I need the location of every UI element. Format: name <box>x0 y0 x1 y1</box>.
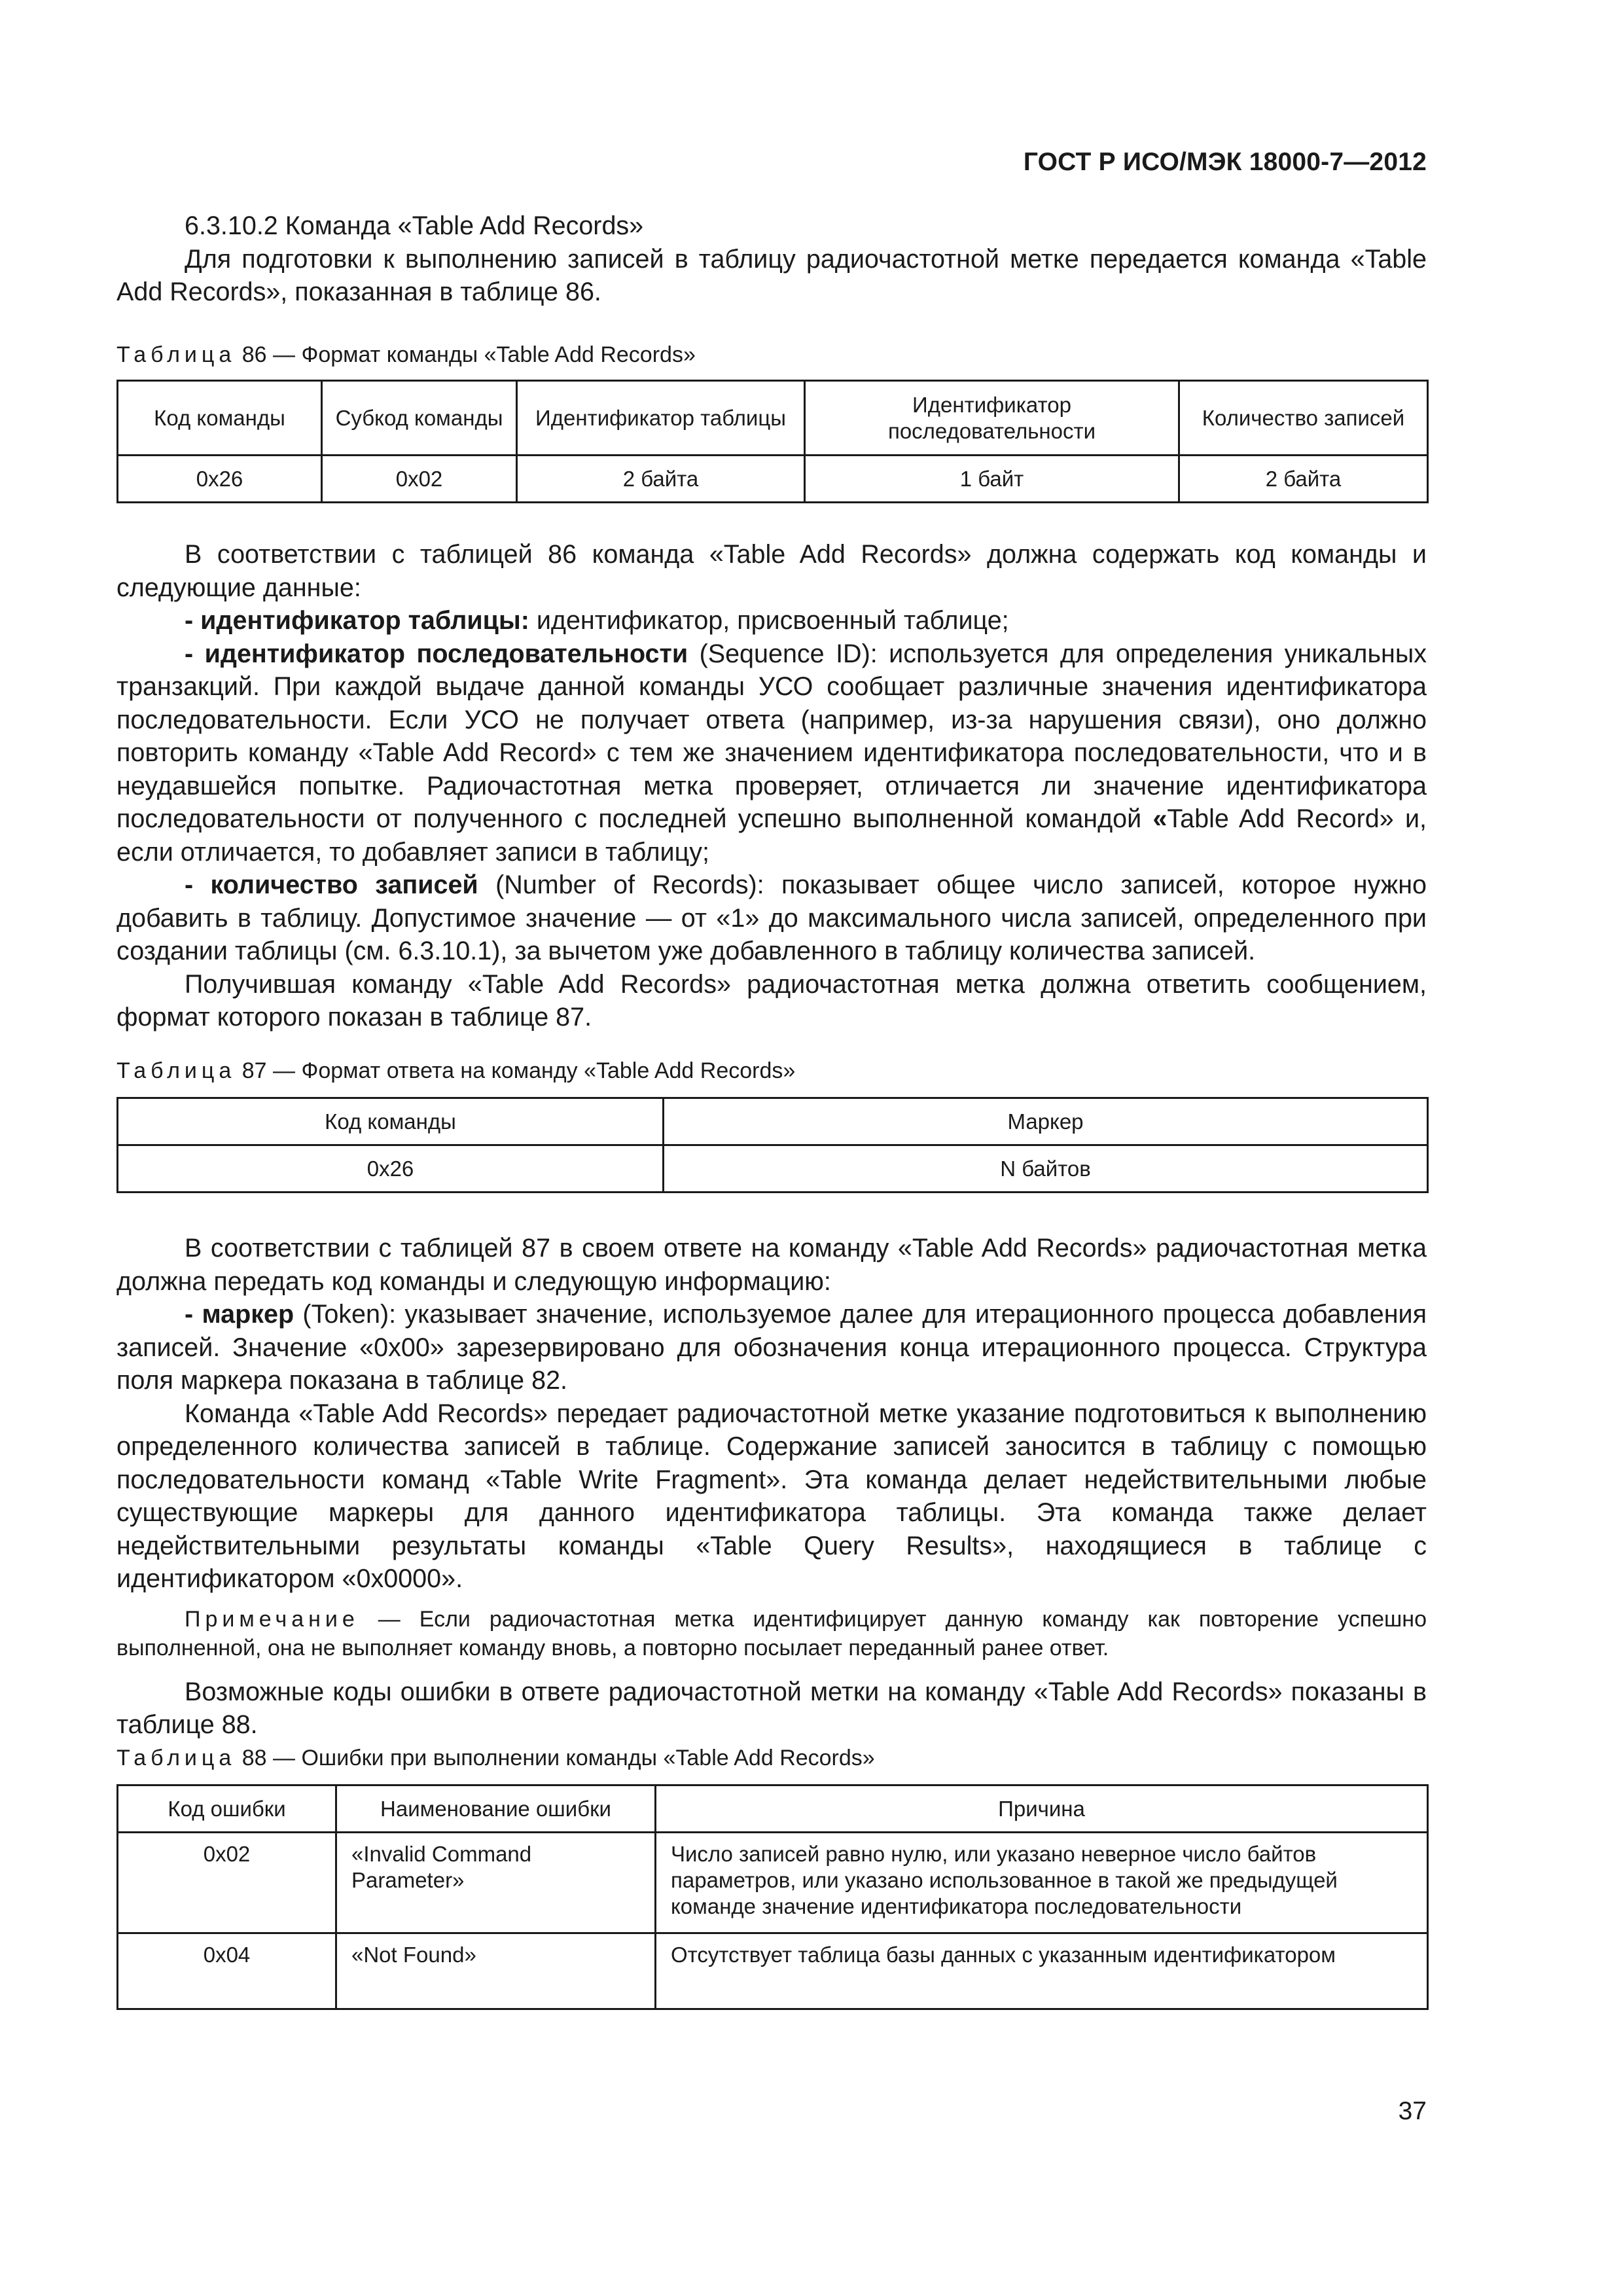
header-cell: Код команды <box>118 1098 664 1145</box>
caption-text: 87 — Формат ответа на команду «Table Add Records» <box>236 1058 796 1083</box>
header-cell: Субкод команды <box>322 381 517 456</box>
table-cell: «Invalid Command Parameter» <box>336 1833 656 1933</box>
table-cell: «Not Found» <box>336 1933 656 2009</box>
header-cell: Идентификатор таблицы <box>517 381 805 456</box>
table-row <box>118 456 1428 503</box>
table-87 <box>116 1097 1429 1193</box>
note-word: Примечание <box>185 1606 359 1632</box>
paragraph: Команда «Table Add Records» передает радиочастотной метке указание подготовиться к выполнению определенного количества записей в таблице. Содержание записей заносится в таблицу с помощью последовательности команд «Table Write Fragment». Эта команда делает недействительными любые существующие маркеры для данного идентификатора таблицы. Эта команда также делает недействительными результаты команды «Table Query Results», находящиеся в таблице с идентификатором «0x0000». <box>116 1399 1427 1593</box>
table-cell: 1 байт <box>805 456 1179 503</box>
paragraph: Получившая команду «Table Add Records» радиочастотная метка должна ответить сообщением, формат которого показан в таблице 87. <box>116 969 1427 1031</box>
caption-text: 86 — Формат команды «Table Add Records» <box>236 342 696 367</box>
table-header-row <box>118 1098 1428 1145</box>
section-intro-paragraph: Для подготовки к выполнению записей в таблицу радиочастотной метке передается команда «Table Add Records», показанная в таблице 86. <box>116 244 1427 306</box>
bullet-term: - маркер <box>185 1300 294 1329</box>
table-86 <box>116 380 1429 503</box>
page-number: 37 <box>1398 2097 1427 2125</box>
table-cell: 0x26 <box>118 1145 664 1193</box>
bullet-term: - количество записей <box>185 870 478 899</box>
header-cell: Код команды <box>118 381 322 456</box>
note <box>116 1605 1427 1662</box>
table-row <box>118 1933 1428 2009</box>
caption-word: Таблица <box>116 1058 236 1083</box>
header-cell: Код ошибки <box>118 1785 336 1833</box>
bullet-table-id <box>116 604 1427 637</box>
caption-word: Таблица <box>116 342 236 367</box>
header-cell: Идентификатор последовательности <box>805 381 1179 456</box>
table-header-row <box>118 381 1428 456</box>
bullet-text: (Sequence ID): используется для определения уникальных транзакций. При каждой выдаче данной команды УСО сообщает различные значения идентификатора последовательности. Если УСО не получает ответа (например, из-за нарушения связи), оно должно повторить команду «Table Add Record» с тем же значением идентификатора последовательности, что и в неудавшейся попытке. Радиочастотная метка проверяет, отличается ли значение идентификатора последовательности от полученного с последней успешно выполненной командой <box>116 639 1427 833</box>
header-cell: Причина <box>656 1785 1428 1833</box>
table-cell: 0x02 <box>322 456 517 503</box>
table-87-caption <box>116 1056 795 1085</box>
bullet-text: идентификатор, присвоенный таблице; <box>529 606 1009 635</box>
table-cell: 0x26 <box>118 456 322 503</box>
paragraph: В соответствии с таблицей 86 команда «Table Add Records» должна содержать код команды и следующие данные: <box>116 540 1427 602</box>
table-86-caption <box>116 340 696 369</box>
standard-header: ГОСТ Р ИСО/МЭК 18000-7—2012 <box>1023 148 1427 176</box>
paragraph: Возможные коды ошибки в ответе радиочастотной метки на команду «Table Add Records» показаны в таблице 88. <box>116 1677 1427 1739</box>
paragraph: В соответствии с таблицей 87 в своем ответе на команду «Table Add Records» радиочастотная метка должна передать код команды и следующую информацию: <box>116 1234 1427 1296</box>
header-cell: Количество записей <box>1179 381 1428 456</box>
table-header-row <box>118 1785 1428 1833</box>
bullet-text: (Token): указывает значение, используемое далее для итерационного процесса добавления записей. Значение «0x00» зарезервировано для обозначения конца итерационного процесса. Структура поля маркера показана в таблице 82. <box>116 1300 1427 1395</box>
caption-text: 88 — Ошибки при выполнении команды «Table Add Records» <box>236 1746 875 1770</box>
table-cell: 0x02 <box>118 1833 336 1933</box>
table-cell: 2 байта <box>1179 456 1428 503</box>
table-cell: 0x04 <box>118 1933 336 2009</box>
table-cell: N байтов <box>664 1145 1428 1193</box>
table-cell: 2 байта <box>517 456 805 503</box>
note-text: — Если радиочастотная метка идентифицирует данную команду как повторение успешно выполненной, она не выполняет команду вновь, а повторно посылает переданный ранее ответ. <box>116 1606 1427 1660</box>
table-88-caption <box>116 1744 875 1772</box>
body-block-2 <box>116 1232 1427 1742</box>
bullet-term: - идентификатор таблицы: <box>185 606 529 635</box>
table-row <box>118 1145 1428 1193</box>
bullet-sequence-id <box>116 637 1427 869</box>
table-cell: Отсутствует таблица базы данных с указанным идентификатором <box>656 1933 1428 2009</box>
table-cell: Число записей равно нулю, или указано неверное число байтов параметров, или указано использованное в такой же предыдущей команде значение идентификатора последовательности <box>656 1833 1428 1933</box>
bullet-text: Table Add Record» и, если отличается, то добавляет записи в таблицу; <box>116 804 1427 867</box>
table-88 <box>116 1784 1429 2010</box>
bullet-text: (Number of Records): показывает общее число записей, которое нужно добавить в таблицу. Допустимое значение — от «1» до максимального числа записей, определенного при создании таблицы (см. 6.3.10.1), за вычетом уже добавленного в таблицу количества записей. <box>116 870 1427 965</box>
bullet-number-of-records <box>116 869 1427 968</box>
header-cell: Наименование ошибки <box>336 1785 656 1833</box>
caption-word: Таблица <box>116 1746 236 1770</box>
header-cell: Маркер <box>664 1098 1428 1145</box>
bullet-token <box>116 1298 1427 1397</box>
bullet-term: - идентификатор последовательности <box>185 639 688 668</box>
section-intro <box>116 209 1427 309</box>
body-block-1 <box>116 538 1427 1034</box>
section-heading: 6.3.10.2 Команда «Table Add Records» <box>185 211 644 240</box>
table-row <box>118 1833 1428 1933</box>
bold-quote: « <box>1152 804 1168 833</box>
